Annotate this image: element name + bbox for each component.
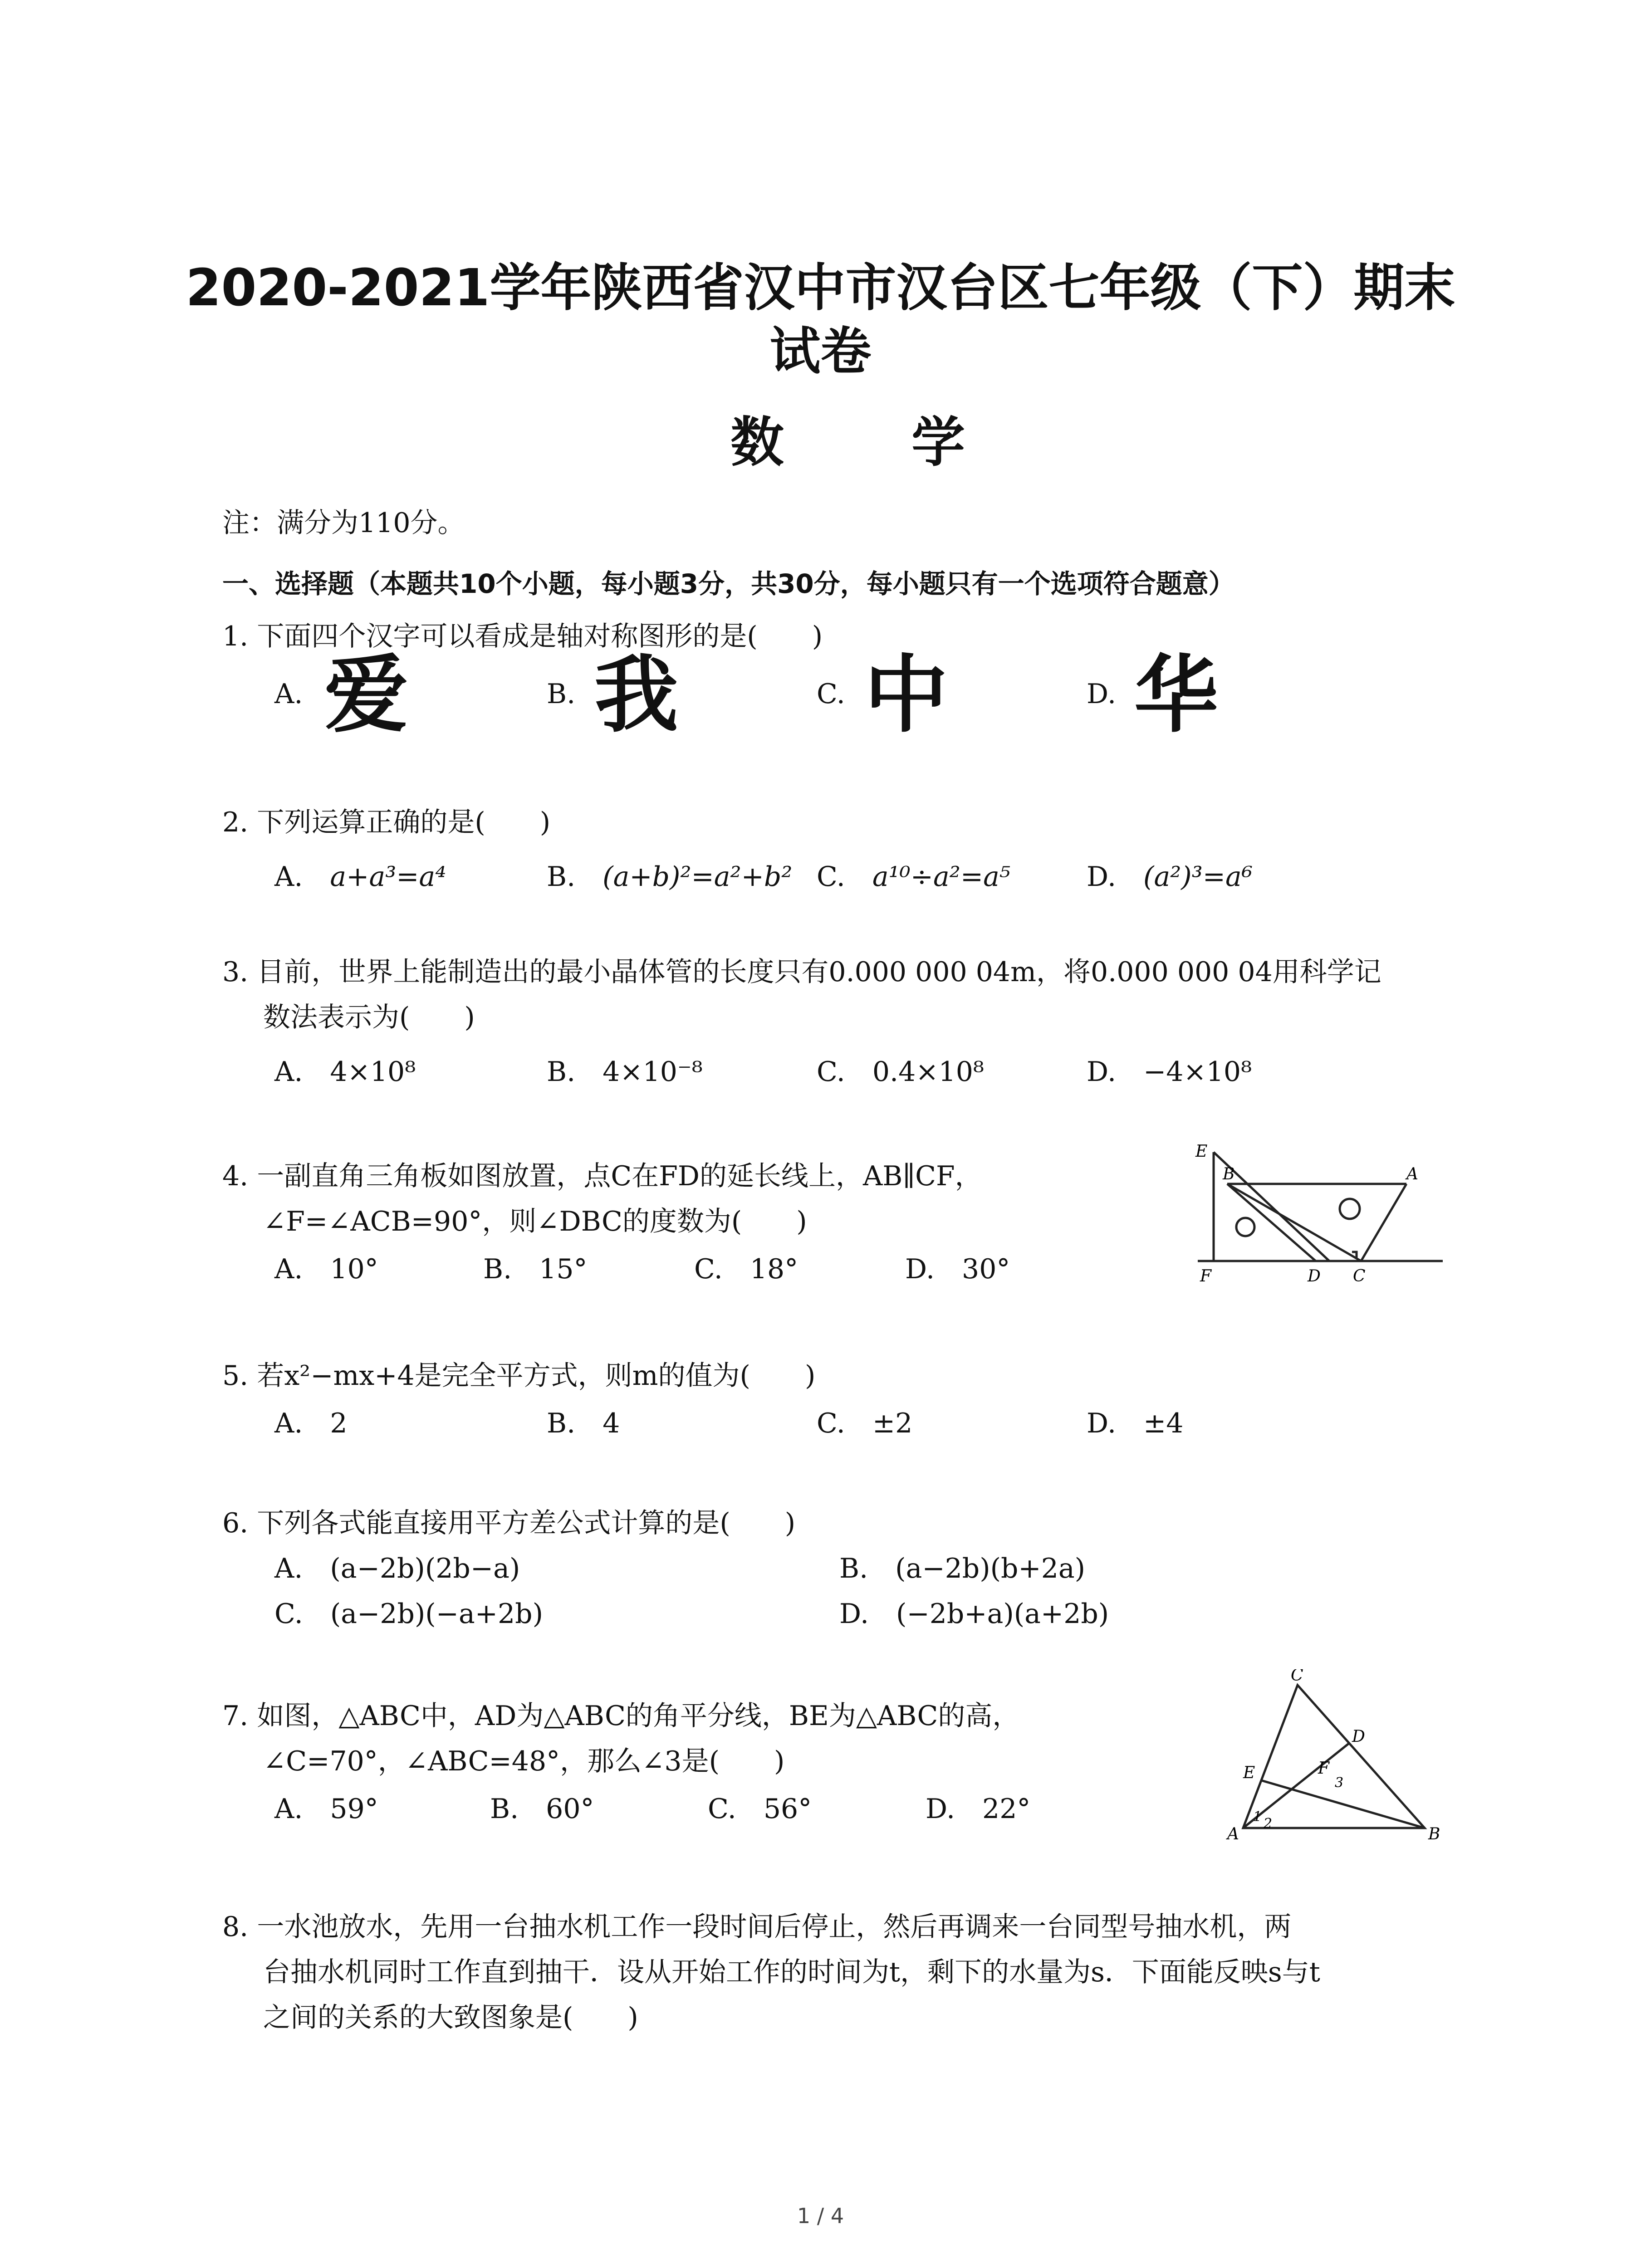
- q3-option-b: B. 4×10⁻⁸: [547, 1056, 703, 1088]
- q4-triangle-figure: [1189, 1134, 1452, 1288]
- question-1-stem: 1. 下面四个汉字可以看成是轴对称图形的是( ): [222, 621, 823, 652]
- q4-label-a: A: [1406, 1165, 1418, 1183]
- q6-option-d: D. (−2b+a)(a+2b): [839, 1598, 1109, 1630]
- question-4-stem-line2: ∠F=∠ACB=90°，则∠DBC的度数为( ): [263, 1206, 807, 1237]
- q1-option-b-label: B.: [547, 678, 576, 710]
- subject-heading: 数 学: [730, 411, 1020, 474]
- q1-option-a-label: A.: [274, 678, 303, 710]
- question-8-stem-line2: 台抽水机同时工作直到抽干．设从开始工作的时间为t，剩下的水量为s．下面能反映s与t: [263, 1956, 1320, 1988]
- q2-option-d: [1087, 855, 1253, 894]
- section-heading: 一、选择题（本题共10个小题，每小题3分，共30分，每小题只有一个选项符合题意）: [222, 568, 1235, 599]
- q7-label-angle-3: 3: [1335, 1775, 1344, 1791]
- q4-option-c: C. 18°: [694, 1253, 798, 1285]
- q2-option-d-label: D.: [1087, 861, 1117, 893]
- q4-label-b: B: [1223, 1165, 1235, 1183]
- q7-label-e: E: [1243, 1764, 1255, 1782]
- q4-option-b: B. 15°: [483, 1253, 588, 1285]
- exam-title-line2: 试卷: [769, 322, 872, 381]
- q7-triangle-figure: [1216, 1669, 1452, 1851]
- q1-option-c-label: C.: [817, 678, 845, 710]
- q2-option-d-text: (a²)³=a⁶: [1143, 861, 1253, 893]
- question-3-stem-line1: 3. 目前，世界上能制造出的最小晶体管的长度只有0.000 000 04m，将0.000 000 04用科学记: [222, 956, 1381, 988]
- question-3-stem-line2: 数法表示为( ): [263, 1002, 475, 1033]
- q7-label-angle-2: 2: [1264, 1816, 1273, 1832]
- q4-label-d: D: [1308, 1267, 1321, 1286]
- q1-option-d-char: 华: [1134, 646, 1218, 744]
- q7-label-angle-1: 1: [1253, 1809, 1262, 1825]
- q7-label-c: C: [1291, 1669, 1303, 1685]
- question-2-stem: 2. 下列运算正确的是( ): [222, 807, 551, 838]
- q1-option-d-label: D.: [1087, 678, 1117, 710]
- q7-label-f: F: [1318, 1759, 1329, 1778]
- q2-option-a-text: a+a³=a⁴: [330, 861, 446, 893]
- q5-option-c: C. ±2: [817, 1408, 913, 1439]
- q4-label-e: E: [1195, 1142, 1208, 1161]
- q2-option-c: [817, 855, 1010, 894]
- q7-label-a: A: [1227, 1825, 1239, 1843]
- question-4-stem-line1: 4. 一副直角三角板如图放置，点C在FD的延长线上，AB∥CF，: [222, 1160, 982, 1192]
- page-number: 1 / 4: [797, 2204, 844, 2228]
- score-note: 注：满分为110分。: [222, 507, 465, 539]
- q5-option-d: D. ±4: [1087, 1408, 1184, 1439]
- question-8-stem-line1: 8. 一水池放水，先用一台抽水机工作一段时间后停止，然后再调来一台同型号抽水机，两: [222, 1911, 1292, 1943]
- q6-option-c: C. (a−2b)(−a+2b): [274, 1598, 544, 1630]
- q3-option-c: C. 0.4×10⁸: [817, 1056, 984, 1088]
- q3-option-a: A. 4×10⁸: [274, 1056, 416, 1088]
- q4-label-c: C: [1353, 1267, 1366, 1286]
- q1-option-c-char: 中: [864, 646, 948, 744]
- q6-option-b: B. (a−2b)(b+2a): [839, 1553, 1086, 1584]
- q4-option-d: D. 30°: [905, 1253, 1010, 1285]
- q7-label-d: D: [1352, 1727, 1365, 1746]
- q7-option-a: A. 59°: [274, 1793, 378, 1825]
- question-6-stem: 6. 下列各式能直接用平方差公式计算的是( ): [222, 1507, 796, 1539]
- q7-option-c: C. 56°: [708, 1793, 812, 1825]
- exam-title-line1: 2020-2021学年陕西省汉中市汉台区七年级（下）期末: [186, 259, 1455, 318]
- question-8-stem-line3: 之间的关系的大致图象是( ): [263, 2002, 638, 2033]
- q4-option-a: A. 10°: [274, 1253, 378, 1285]
- q2-option-b-label: B.: [547, 861, 576, 893]
- q2-option-a-label: A.: [274, 861, 303, 893]
- q2-option-c-text: a¹⁰÷a²=a⁵: [872, 861, 1010, 893]
- q6-option-a: A. (a−2b)(2b−a): [274, 1553, 520, 1584]
- question-5-stem: 5. 若x²−mx+4是完全平方式，则m的值为( ): [222, 1360, 816, 1392]
- q3-option-d: D. −4×10⁸: [1087, 1056, 1252, 1088]
- q2-option-a: [274, 855, 446, 894]
- q7-label-b: B: [1428, 1825, 1440, 1843]
- q4-label-f: F: [1200, 1267, 1211, 1286]
- q2-option-b: [547, 855, 792, 894]
- q1-option-b-char: 我: [594, 646, 678, 744]
- q7-option-b: B. 60°: [490, 1793, 594, 1825]
- q2-option-b-text: (a+b)²=a²+b²: [603, 861, 793, 893]
- question-7-stem-line1: 7. 如图，△ABC中，AD为△ABC的角平分线，BE为△ABC的高，: [222, 1700, 1020, 1732]
- q2-option-c-label: C.: [817, 861, 845, 893]
- q1-option-a-char: 爱: [324, 646, 408, 744]
- q7-option-d: D. 22°: [926, 1793, 1031, 1825]
- question-7-stem-line2: ∠C=70°，∠ABC=48°，那么∠3是( ): [263, 1745, 785, 1777]
- q5-option-a: A. 2: [274, 1408, 348, 1439]
- q5-option-b: B. 4: [547, 1408, 620, 1439]
